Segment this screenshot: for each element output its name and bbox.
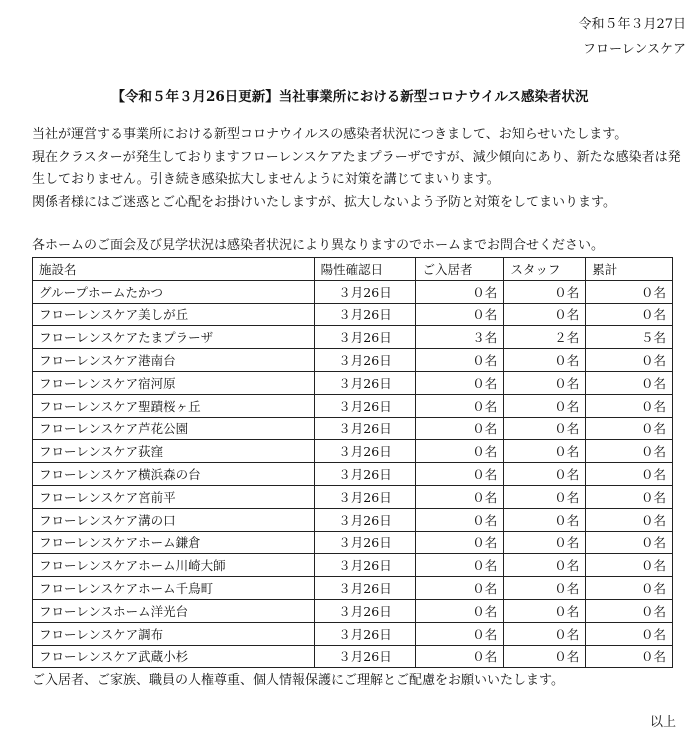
facility-name: フローレンスケア聖蹟桜ヶ丘 xyxy=(33,394,315,417)
total-count: ０名 xyxy=(586,485,673,508)
staff-count: ０名 xyxy=(504,371,586,394)
header-staff: スタッフ xyxy=(504,258,586,281)
resident-count: ０名 xyxy=(416,599,504,622)
resident-count: ０名 xyxy=(416,645,504,668)
staff-count: ０名 xyxy=(504,417,586,440)
paragraph: 現在クラスターが発生しておりますフローレンスケアたまプラーザですが、減少傾向にあり、新たな感染者は発生しておりません。引き続き感染拡大しませんように対策を講じてまいります。 xyxy=(32,149,681,187)
table-row xyxy=(33,440,673,463)
paragraph: 当社が運営する事業所における新型コロナウイルスの感染者状況につきまして、お知らせいたします。 xyxy=(32,127,628,142)
total-count: ０名 xyxy=(586,577,673,600)
resident-count: ０名 xyxy=(416,371,504,394)
resident-count: ０名 xyxy=(416,394,504,417)
facility-name: フローレンスケア武蔵小杉 xyxy=(33,645,315,668)
positive-date: ３月26日 xyxy=(314,645,416,668)
resident-count: ０名 xyxy=(416,554,504,577)
positive-date: ３月26日 xyxy=(314,280,416,303)
table-row xyxy=(33,554,673,577)
resident-count: ０名 xyxy=(416,485,504,508)
positive-date: ３月26日 xyxy=(314,554,416,577)
total-count: ０名 xyxy=(586,349,673,372)
facility-name: フローレンスケア宿河原 xyxy=(33,371,315,394)
table-row xyxy=(33,371,673,394)
positive-date: ３月26日 xyxy=(314,326,416,349)
header-facility: 施設名 xyxy=(33,258,315,281)
table-row xyxy=(33,280,673,303)
positive-date: ３月26日 xyxy=(314,303,416,326)
total-count: ０名 xyxy=(586,599,673,622)
total-count: ０名 xyxy=(586,508,673,531)
resident-count: ０名 xyxy=(416,531,504,554)
positive-date: ３月26日 xyxy=(314,394,416,417)
facility-name: フローレンスケア宮前平 xyxy=(33,485,315,508)
resident-count: ０名 xyxy=(416,463,504,486)
total-count: ０名 xyxy=(586,280,673,303)
facility-name: フローレンスケア美しが丘 xyxy=(33,303,315,326)
table-row xyxy=(33,417,673,440)
facility-name: フローレンスケア横浜森の台 xyxy=(33,463,315,486)
staff-count: ０名 xyxy=(504,645,586,668)
visitation-notice: 各ホームのご面会及び見学状況は感染者状況により異なりますのでホームまでお問合せください。 xyxy=(32,238,605,253)
total-count: ０名 xyxy=(586,394,673,417)
total-count: ０名 xyxy=(586,463,673,486)
announcement-body xyxy=(32,124,692,214)
resident-count: ０名 xyxy=(416,280,504,303)
positive-date: ３月26日 xyxy=(314,463,416,486)
staff-count: ０名 xyxy=(504,394,586,417)
header-residents: ご入居者 xyxy=(416,258,504,281)
staff-count: ２名 xyxy=(504,326,586,349)
facility-name: フローレンスケアホーム川崎大師 xyxy=(33,554,315,577)
facility-name: フローレンスケア調布 xyxy=(33,622,315,645)
total-count: ０名 xyxy=(586,554,673,577)
table-header-row xyxy=(33,258,673,281)
paragraph: 関係者様にはご迷惑とご心配をお掛けいたしますが、拡大しないよう予防と対策をしてまいります。 xyxy=(32,194,616,210)
staff-count: ０名 xyxy=(504,303,586,326)
positive-date: ３月26日 xyxy=(314,440,416,463)
facility-name: フローレンスケア溝の口 xyxy=(33,508,315,531)
facility-name: グループホームたかつ xyxy=(33,280,315,303)
resident-count: ０名 xyxy=(416,622,504,645)
resident-count: ３名 xyxy=(416,326,504,349)
staff-count: ０名 xyxy=(504,508,586,531)
staff-count: ０名 xyxy=(504,577,586,600)
positive-date: ３月26日 xyxy=(314,577,416,600)
total-count: ０名 xyxy=(586,417,673,440)
staff-count: ０名 xyxy=(504,485,586,508)
table-row xyxy=(33,622,673,645)
header-positive-date: 陽性確認日 xyxy=(314,258,416,281)
issue-date: 令和５年３月27日 xyxy=(578,17,686,32)
table-row xyxy=(33,645,673,668)
header-total: 累計 xyxy=(586,258,673,281)
table-row xyxy=(33,485,673,508)
total-count: ０名 xyxy=(586,440,673,463)
table-row xyxy=(33,577,673,600)
resident-count: ０名 xyxy=(416,508,504,531)
total-count: ０名 xyxy=(586,371,673,394)
positive-date: ３月26日 xyxy=(314,371,416,394)
facility-name: フローレンスホーム洋光台 xyxy=(33,599,315,622)
resident-count: ０名 xyxy=(416,417,504,440)
total-count: ０名 xyxy=(586,645,673,668)
facility-name: フローレンスケア芦花公園 xyxy=(33,417,315,440)
table-row xyxy=(33,349,673,372)
table-row xyxy=(33,463,673,486)
table-row xyxy=(33,394,673,417)
staff-count: ０名 xyxy=(504,440,586,463)
staff-count: ０名 xyxy=(504,280,586,303)
positive-date: ３月26日 xyxy=(314,417,416,440)
resident-count: ０名 xyxy=(416,303,504,326)
infection-status-table xyxy=(32,257,673,668)
table-row xyxy=(33,531,673,554)
resident-count: ０名 xyxy=(416,577,504,600)
table-row xyxy=(33,599,673,622)
total-count: ５名 xyxy=(586,326,673,349)
staff-count: ０名 xyxy=(504,531,586,554)
staff-count: ０名 xyxy=(504,554,586,577)
table-row xyxy=(33,326,673,349)
total-count: ０名 xyxy=(586,303,673,326)
facility-name: フローレンスケアホーム鎌倉 xyxy=(33,531,315,554)
facility-name: フローレンスケア港南台 xyxy=(33,349,315,372)
resident-count: ０名 xyxy=(416,349,504,372)
organization-name: フローレンスケア xyxy=(582,42,686,57)
closing-mark: 以上 xyxy=(649,715,676,730)
staff-count: ０名 xyxy=(504,599,586,622)
staff-count: ０名 xyxy=(504,463,586,486)
positive-date: ３月26日 xyxy=(314,622,416,645)
table-row xyxy=(33,303,673,326)
facility-name: フローレンスケア荻窪 xyxy=(33,440,315,463)
total-count: ０名 xyxy=(586,531,673,554)
positive-date: ３月26日 xyxy=(314,485,416,508)
positive-date: ３月26日 xyxy=(314,531,416,554)
facility-name: フローレンスケアたまプラーザ xyxy=(33,326,315,349)
staff-count: ０名 xyxy=(504,622,586,645)
document-header xyxy=(578,12,686,62)
positive-date: ３月26日 xyxy=(314,508,416,531)
positive-date: ３月26日 xyxy=(314,599,416,622)
resident-count: ０名 xyxy=(416,440,504,463)
positive-date: ３月26日 xyxy=(314,349,416,372)
privacy-request-note: ご入居者、ご家族、職員の人権尊重、個人情報保護にご理解とご配慮をお願いいたします。 xyxy=(32,673,564,688)
document-title: 【令和５年３月26日更新】当社事業所における新型コロナウイルス感染者状況 xyxy=(111,89,589,105)
facility-name: フローレンスケアホーム千鳥町 xyxy=(33,577,315,600)
staff-count: ０名 xyxy=(504,349,586,372)
total-count: ０名 xyxy=(586,622,673,645)
table-row xyxy=(33,508,673,531)
